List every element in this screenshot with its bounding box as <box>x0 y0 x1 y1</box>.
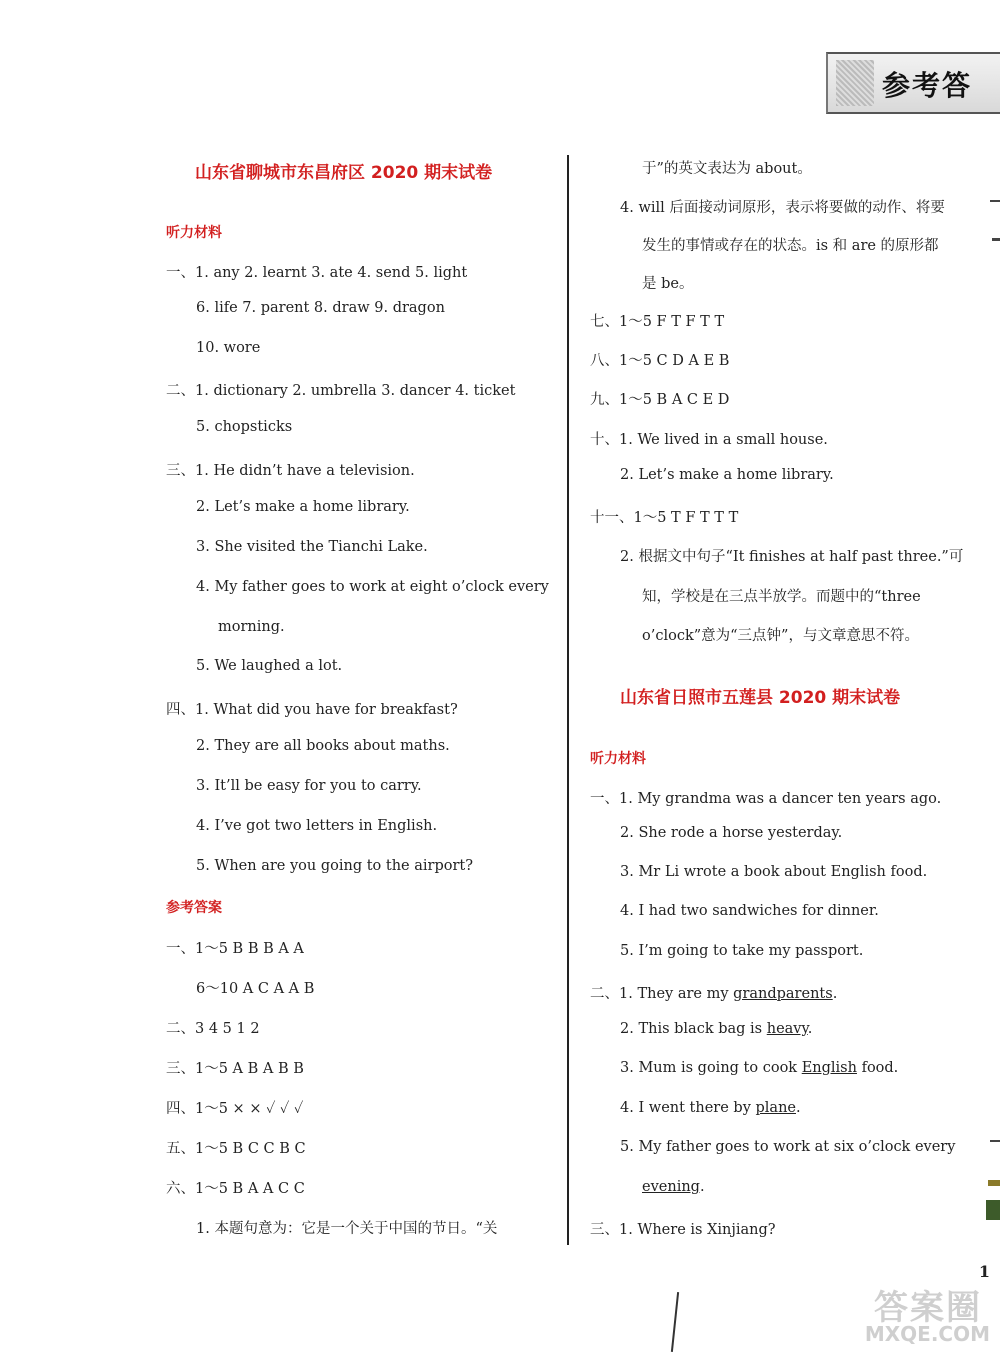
right-line: 4. I had two sandwiches for dinner. <box>620 903 879 919</box>
line-text: 5. My father goes to work at six o’clock every <box>620 1139 956 1155</box>
right-line: 2. 根据文中句子“It finishes at half past three.”可 <box>620 549 964 565</box>
header-banner <box>826 52 1000 114</box>
edge-mark <box>986 1200 1000 1220</box>
right-line: 2. She rode a horse yesterday. <box>620 825 843 841</box>
underlined-word: heavy <box>766 1021 808 1037</box>
right-line: 发生的事情或存在的状态。is 和 are 的原形都 <box>642 238 939 254</box>
line-text: 二、1. They are my <box>590 986 734 1002</box>
underlined-word: English <box>801 1060 857 1076</box>
header-title: 参考答 <box>882 69 973 102</box>
line-text: . <box>807 1021 813 1037</box>
left-line: 5. chopsticks <box>196 419 293 435</box>
left-line: 3. She visited the Tianchi Lake. <box>196 539 428 555</box>
right-line: 七、1～5 F T F T T <box>590 314 725 330</box>
underlined-word: plane <box>755 1100 796 1116</box>
edge-mark <box>990 1140 1000 1142</box>
edge-mark <box>988 1180 1000 1186</box>
left-line: 5. When are you going to the airport? <box>196 858 474 874</box>
line-text: . <box>699 1179 705 1195</box>
right-line: 2. Let’s make a home library. <box>620 467 834 483</box>
line-text: . <box>832 986 838 1002</box>
left-section-title: 山东省聊城市东昌府区 2020 期末试卷 <box>195 163 493 183</box>
left-answer-line: 六、1～5 B A A C C <box>166 1181 305 1197</box>
line-text: 3. Mum is going to cook <box>620 1060 802 1076</box>
left-line: 三、1. He didn’t have a television. <box>166 463 415 479</box>
right-line: 一、1. My grandma was a dancer ten years ago. <box>590 791 942 807</box>
right-line: 4. will 后面接动词原形，表示将要做的动作、将要 <box>620 200 945 216</box>
left-line: 2. Let’s make a home library. <box>196 499 410 515</box>
left-line: 一、1. any 2. learnt 3. ate 4. send 5. light <box>166 265 468 281</box>
right-section-title: 山东省日照市五莲县 2020 期末试卷 <box>620 688 901 708</box>
right-line: 八、1～5 C D A E B <box>590 353 730 369</box>
right-line: 是 be。 <box>642 276 694 292</box>
left-line: 10. wore <box>196 340 261 356</box>
right-underline-line <box>642 1179 705 1195</box>
left-line: 二、1. dictionary 2. umbrella 3. dancer 4. ticket <box>166 383 516 399</box>
left-line: 2. They are all books about maths. <box>196 738 450 754</box>
header-texture <box>836 60 874 106</box>
left-listening-heading: 听力材料 <box>166 225 222 241</box>
edge-mark <box>992 238 1000 241</box>
watermark-url: MXQE.COM <box>864 1322 990 1346</box>
right-listening-heading: 听力材料 <box>590 751 646 767</box>
left-answer-line: 6～10 A C A A B <box>196 981 315 997</box>
line-text: . <box>795 1100 801 1116</box>
right-line: 十、1. We lived in a small house. <box>590 432 828 448</box>
left-line: 四、1. What did you have for breakfast? <box>166 702 458 718</box>
right-underline-line <box>620 1060 898 1076</box>
pen-stroke <box>671 1292 679 1352</box>
right-underline-line <box>590 982 837 1003</box>
right-underline-line <box>620 1139 955 1155</box>
right-line: 九、1～5 B A C E D <box>590 392 730 408</box>
column-divider <box>567 155 569 1245</box>
left-answer-line: 五、1～5 B C C B C <box>166 1141 306 1157</box>
right-line: 5. I’m going to take my passport. <box>620 943 864 959</box>
right-line: 十一、1～5 T F T T T <box>590 510 739 526</box>
left-line: 3. It’ll be easy for you to carry. <box>196 778 422 794</box>
left-line: 4. I’ve got two letters in English. <box>196 818 438 834</box>
left-line: 4. My father goes to work at eight o’clock every <box>196 579 549 595</box>
underlined-word: grandparents <box>733 986 833 1002</box>
edge-mark <box>990 200 1000 202</box>
left-answer-line: 四、1～5 × × ✓ ✓ ✓ <box>166 1101 304 1117</box>
right-underline-line <box>620 1100 801 1116</box>
right-line: 知，学校是在三点半放学。而题中的“three <box>642 589 921 605</box>
line-text: 4. I went there by <box>620 1100 756 1116</box>
left-answer-line: 三、1～5 A B A B B <box>166 1061 304 1077</box>
left-line: 5. We laughed a lot. <box>196 658 343 674</box>
right-line: 三、1. Where is Xinjiang? <box>590 1222 776 1238</box>
left-line: morning. <box>218 619 285 635</box>
left-answers-heading: 参考答案 <box>166 900 222 916</box>
right-line: 于”的英文表达为 about。 <box>642 161 812 177</box>
left-answer-line: 1. 本题句意为：它是一个关于中国的节日。“关 <box>196 1221 498 1237</box>
line-text: 2. This black bag is <box>620 1021 767 1037</box>
left-line: 6. life 7. parent 8. draw 9. dragon <box>196 300 445 316</box>
right-line: 3. Mr Li wrote a book about English food. <box>620 864 928 880</box>
left-answer-line: 二、3 4 5 1 2 <box>166 1021 260 1037</box>
right-underline-line <box>620 1021 812 1037</box>
underlined-word: evening <box>642 1179 700 1195</box>
line-text: food. <box>856 1060 899 1076</box>
watermark-logo: 答案圈 <box>874 1288 982 1328</box>
right-line: o’clock”意为“三点钟”，与文章意思不符。 <box>642 628 919 644</box>
page-number: 1 <box>978 1262 990 1281</box>
left-answer-line: 一、1～5 B B B A A <box>166 941 304 957</box>
